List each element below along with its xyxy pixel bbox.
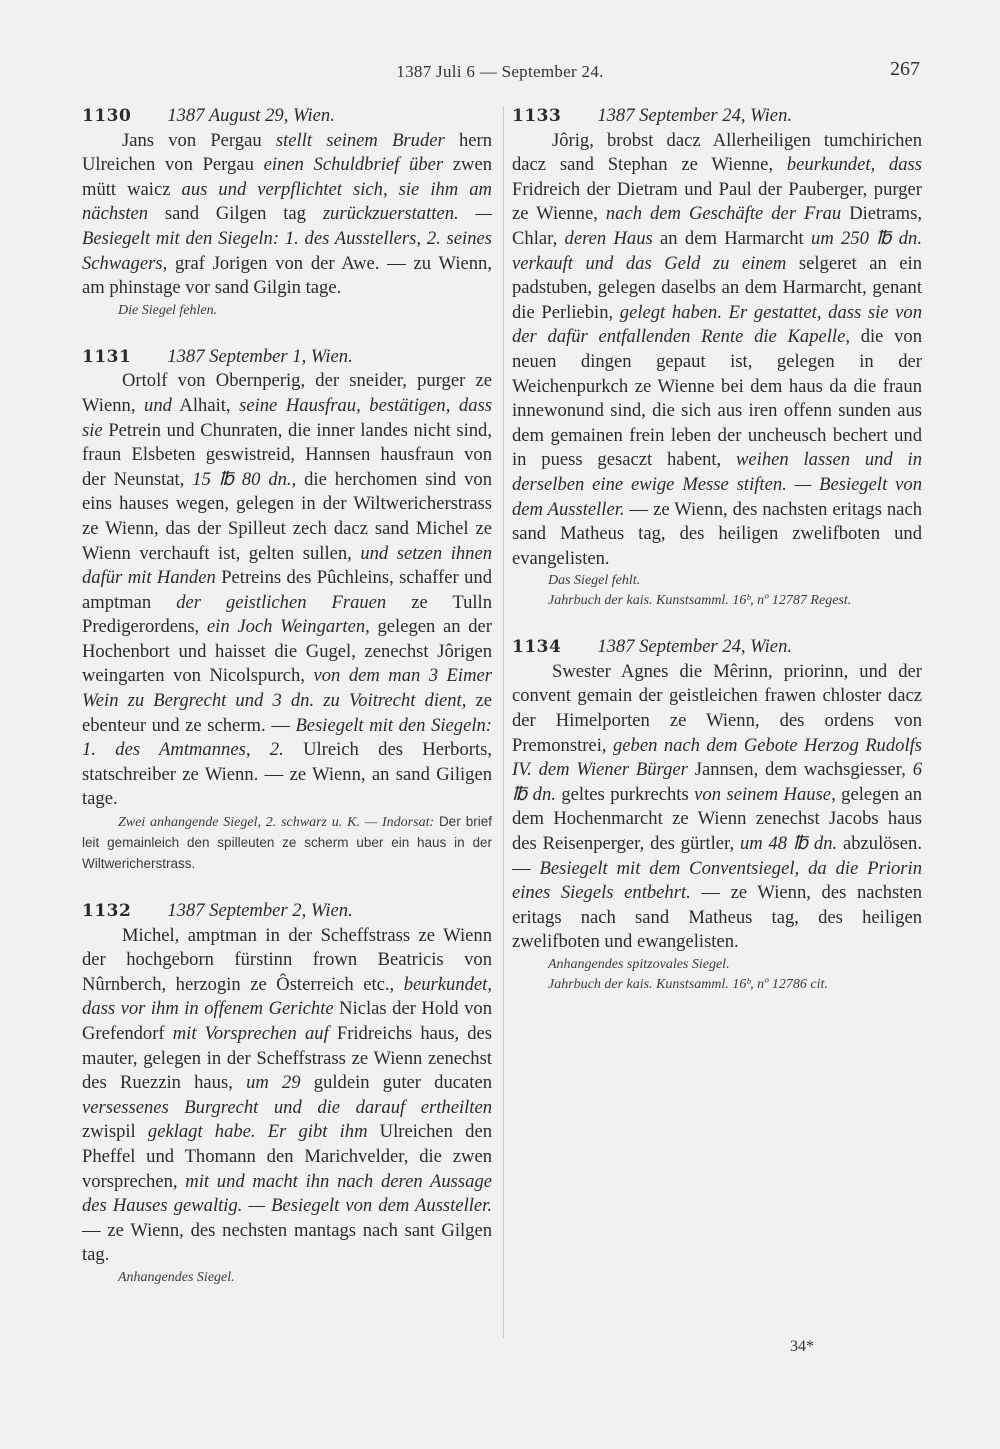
charter-entry — [82, 899, 492, 1288]
charter-entry — [82, 345, 492, 875]
text-segment: beurkundet, dass — [786, 154, 923, 176]
note-segment: Anhangendes spitzovales Siegel. — [548, 957, 730, 972]
entry-note — [512, 591, 922, 611]
entry-heading — [512, 104, 922, 129]
note-segment: Zwei anhangende Siegel, 2. schwarz u. K. — Indorsat: — [118, 815, 439, 831]
text-segment: und setzen ihnen dafür mit Handen — [82, 542, 493, 589]
entry-number: 1130 — [82, 106, 132, 126]
entry-heading — [82, 345, 492, 370]
text-segment: 15 ℔ 80 dn., — [192, 468, 297, 490]
entry-date: 1387 September 2, Wien. — [167, 900, 353, 922]
text-segment: ze ebenteur und ze scherm. — — [82, 690, 492, 736]
entry-heading — [82, 104, 492, 129]
text-segment: die von neuen dingen gepaut ist, gelegen in der Weichenpurkch ze Wienne bei dem haus da die fraun innewonund sind, die sich aus iren offenn sunden aus dem gemainen frein leben der uncheusch bechert und in puess gesaczt habent, — [512, 326, 922, 471]
entry-note — [82, 1268, 492, 1288]
charter-entry — [512, 635, 922, 995]
text-segment: Niclas der Hold von Grefendorf — [82, 998, 493, 1044]
text-segment: Swester Agnes die Mêrinn, priorinn, und der convent gemain der geistleichen frawen chloster dacz der Himelporten ze Wienn, des ordens von Premonstrei, — [512, 660, 922, 756]
text-segment: Petrein und Chunraten, die inner landes nicht sind, fraun Elsbeten geswistreid, Hannsen hausfraun von der Neunstat, — [82, 419, 492, 490]
text-segment: und — [144, 394, 172, 416]
text-segment: zwen mütt waicz — [82, 154, 492, 200]
text-segment: von dem man 3 Eimer Wein zu Bergrecht und 3 dn. zu Voitrecht dient, — [82, 665, 493, 712]
page-number: 267 — [890, 58, 920, 80]
text-segment: selgeret an ein padstuben, gelegen daselbs an dem Harmarcht, genant die Perliebin, — [512, 252, 922, 323]
text-segment: seine Hausfrau, bestätigen, dass sie — [82, 394, 492, 441]
entry-number: 1133 — [512, 106, 562, 126]
text-segment: stellt seinem Bruder — [275, 129, 445, 151]
text-segment: geltes purkrechts — [555, 783, 695, 805]
text-segment: nach dem Geschäfte der Frau — [605, 203, 842, 225]
column-divider — [503, 106, 504, 1338]
entry-note — [512, 975, 922, 995]
entry-regest-text — [512, 660, 922, 955]
entry-date: 1387 September 24, Wien. — [597, 636, 793, 658]
note-segment: Jahrbuch der kais. Kunstsamml. 16ᵇ, nº 12787 Regest. — [548, 593, 852, 609]
text-segment: geklagt habe. Er gibt ihm — [147, 1121, 368, 1143]
sheet-signature: 34* — [790, 1338, 814, 1355]
note-segment: Anhangendes Siegel. — [118, 1269, 235, 1285]
text-segment: um 250 ℔ dn. verkauft und das Geld zu einem — [512, 227, 923, 274]
text-segment: Michel, amptman in der Scheffstrass ze Wienn der hochgeborn fürstinn frown Beatricis von Nûrnberch, herzogin ze Ôsterreich etc., — [82, 924, 492, 995]
text-segment: zurückzuerstatten. — Besiegelt mit den Siegeln: 1. des Ausstellers, 2. seines Schwagers, — [82, 203, 492, 274]
text-segment: der geistlichen Frauen — [176, 591, 387, 613]
text-segment: deren Haus — [564, 227, 653, 249]
entry-number: 1131 — [82, 346, 132, 367]
text-segment: Alhait, — [171, 394, 240, 416]
entry-regest-text — [82, 924, 492, 1268]
note-segment: Das Siegel fehlt. — [548, 573, 641, 589]
entry-number: 1132 — [82, 901, 132, 922]
text-segment: aus und verpflichtet sich, sie ihm am nächsten — [82, 178, 492, 225]
text-segment: mit Vorsprechen auf — [172, 1023, 329, 1044]
text-segment: 6 ℔ dn. — [512, 759, 922, 805]
entry-heading — [82, 899, 492, 924]
right-column — [512, 104, 922, 1019]
text-segment: Fridreich der Dietram und Paul der Pauberger, purger ze Wienne, — [512, 178, 922, 225]
entry-note — [512, 955, 922, 975]
entry-regest-text — [82, 369, 492, 812]
text-segment: Jôrig, brobst dacz Allerheiligen tumchirichen dacz sand Stephan ze Wienne, — [512, 129, 922, 176]
text-segment: — ze Wienn, des nechsten mantags nach sant Gilgen tag. — [82, 1219, 492, 1266]
text-segment: von seinem Hause, — [694, 783, 836, 805]
entry-note — [82, 812, 492, 875]
entry-note — [82, 301, 492, 321]
entry-date: 1387 August 29, Wien. — [167, 105, 335, 126]
running-title: 1387 Juli 6 — September 24. — [396, 62, 604, 81]
text-segment: Jans von Pergau — [122, 129, 276, 151]
text-segment: versessenes Burgrecht und die darauf ertheilten — [82, 1096, 492, 1118]
text-segment: gelegen an dem Hochenmarcht ze Wienn zenechst Jacobs haus des Reisenperger, des gürtler, — [512, 783, 923, 855]
left-column — [82, 104, 492, 1312]
text-segment: ein Joch Weingarten, — [206, 616, 370, 638]
entry-regest-text — [512, 129, 922, 572]
text-segment: gelegen an der Hochenbort und haisset die Gugel, zenechst Jôrigen weingarten von Nicolspurch, — [82, 616, 492, 687]
text-segment: Petreins des Pûchleins, schaffer und amptman — [82, 567, 492, 613]
note-segment: Die Siegel fehlen. — [118, 302, 218, 318]
text-segment: Besiegelt mit den Siegeln: 1. des Amtmannes, 2. — [82, 714, 492, 761]
text-segment: — ze Wienn, des nachsten eritags nach sand Matheus tag, des heiligen zwelifboten und ewangelisten. — [512, 882, 923, 953]
text-segment: zwispil — [82, 1121, 148, 1143]
text-segment: beurkundet, dass vor ihm in offenem Gerichte — [82, 973, 492, 1020]
text-segment: Jannsen, dem wachsgiesser, — [687, 759, 913, 781]
entry-note — [512, 571, 922, 591]
text-segment: hern Ulreichen von Pergau — [82, 129, 493, 176]
entry-date: 1387 September 1, Wien. — [167, 345, 353, 367]
text-segment: abzulösen. — — [512, 833, 922, 879]
note-segment: Jahrbuch der kais. Kunstsamml. 16ᵇ, nº 12786 cit. — [548, 977, 828, 992]
text-segment: Ulreichen den Pheffel und Thomann den Marichvelder, die zwen vorsprechen, — [82, 1121, 492, 1192]
note-segment: Der brief leit gemainleich den spilleuten ze scherm uber ein haus in der Wiltwericherstrass. — [82, 814, 493, 872]
text-segment: einen Schuldbrief über — [263, 154, 444, 176]
text-segment: Dietrams, Chlar, — [512, 203, 923, 249]
text-segment: Ortolf von Obernperig, der sneider, purger ze Wienn, — [82, 370, 492, 416]
text-segment: die herchomen sind von eins hauses wegen, gelegen in der Wiltwericherstrass ze Wienn, das der Spilleut zech dacz sand Michel ze Wienn verchauft ist, gelten sullen, — [82, 468, 492, 564]
text-segment: um 48 ℔ dn. — [739, 833, 838, 855]
entry-date: 1387 September 24, Wien. — [597, 105, 793, 126]
text-segment: Fridreichs haus, des mauter, gelegen in der Scheffstrass ze Wienn zenechst des Ruezzin haus, — [82, 1023, 492, 1094]
entry-regest-text — [82, 129, 492, 301]
text-segment: graf Jorigen von der Awe. — zu Wienn, am phinstage vor sand Gilgin tage. — [82, 252, 492, 299]
text-segment: sand Gilgen tag — [148, 203, 323, 225]
text-segment: geben nach dem Gebote Herzog Rudolfs IV. dem Wiener Bürger — [512, 734, 923, 781]
text-segment: Besiegelt mit dem Conventsiegel, da die Priorin eines Siegels entbehrt. — [512, 857, 923, 904]
text-segment: — ze Wienn, des nachsten eritags nach sand Matheus tag, des heiligen zwelifboten und evangelisten. — [512, 498, 922, 569]
entry-number: 1134 — [512, 637, 562, 658]
text-segment: weihen lassen und in derselben eine ewige Messe stiften. — Besiegelt von dem Aussteller. — [512, 449, 923, 520]
text-segment: gelegt haben. Er gestattet, dass sie von der dafür entfallenden Rente die Kapelle, — [512, 301, 923, 348]
text-segment: guldein guter ducaten — [300, 1072, 492, 1094]
charter-entry — [82, 104, 492, 321]
text-segment: Ulreich des Herborts, statschreiber ze Wienn. — ze Wienn, an sand Giligen tage. — [82, 739, 492, 810]
entry-heading — [512, 635, 922, 660]
text-segment: um 29 — [246, 1072, 301, 1094]
text-segment: an dem Harmarcht — [652, 227, 812, 249]
text-segment: mit und macht ihn nach deren Aussage des Hauses gewaltig. — Besiegelt von dem Aussteller. — [82, 1170, 492, 1217]
text-segment: ze Tulln Predigerordens, — [82, 591, 492, 638]
charter-entry — [512, 104, 922, 611]
